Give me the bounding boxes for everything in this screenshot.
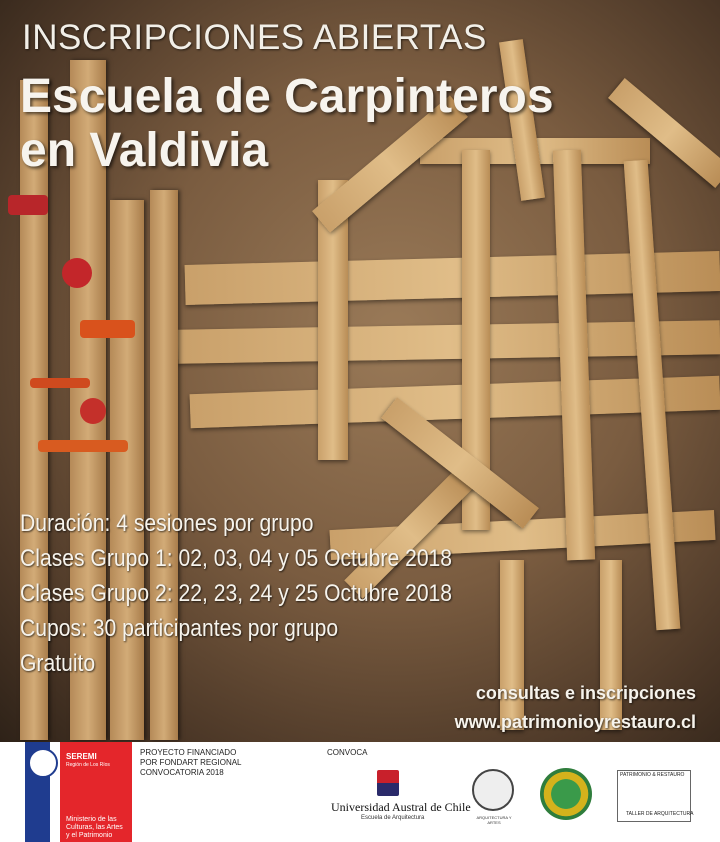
chile-crest-icon <box>28 748 58 778</box>
uach-name: Universidad Austral de Chile <box>331 800 471 814</box>
saw-icon <box>30 378 90 388</box>
funding-line-3: CONVOCATORIA 2018 <box>140 768 224 777</box>
municipal-seal-icon <box>540 768 592 820</box>
uach-school: Escuela de Arquitectura <box>361 815 425 821</box>
funding-note <box>140 748 242 778</box>
title-line-1: Escuela de Carpinteros <box>20 70 554 123</box>
architecture-caption: ARQUITECTURA Y ARTES <box>476 815 512 825</box>
handsaw-icon <box>38 440 128 452</box>
registration-kicker: INSCRIPCIONES ABIERTAS <box>22 18 487 57</box>
website-link[interactable]: www.patrimonioyrestauro.cl <box>454 712 696 732</box>
funding-line-2: POR FONDART REGIONAL <box>140 758 242 767</box>
contact-label: consultas e inscripciones <box>475 683 696 703</box>
ministry-line-2: Culturas, las Artes <box>66 824 123 831</box>
sponsor-footer <box>0 742 720 842</box>
detail-group-2: Clases Grupo 2: 22, 23, 24 y 25 Octubre 2018 <box>20 580 453 607</box>
architecture-seal-icon <box>472 769 514 811</box>
power-tool-icon <box>80 320 135 338</box>
ministry-line-1: Ministerio de las <box>66 816 117 823</box>
seremi-region: Región de Los Ríos <box>66 762 110 768</box>
taller-bottom-text: TALLER DE ARQUITECTURA <box>626 811 694 817</box>
page-title <box>20 70 554 178</box>
title-line-2: en Valdivia <box>20 124 269 177</box>
seremi-name: SEREMI <box>66 752 97 761</box>
tape-measure-icon <box>80 398 106 424</box>
hard-hat-icon <box>62 258 92 288</box>
funding-line-1: PROYECTO FINANCIADO <box>140 748 237 757</box>
taller-top-text: PATRIMONIO & RESTAURO <box>620 772 685 778</box>
contact-block <box>455 679 696 737</box>
detail-duration: Duración: 4 sesiones por grupo <box>20 510 314 537</box>
detail-capacity: Cupos: 30 participantes por grupo <box>20 615 339 642</box>
ministry-line-3: y el Patrimonio <box>66 832 113 839</box>
detail-cost: Gratuito <box>20 650 96 677</box>
convoca-label: CONVOCA <box>327 748 368 757</box>
clamp-icon <box>8 195 48 215</box>
detail-group-1: Clases Grupo 1: 02, 03, 04 y 05 Octubre 2018 <box>20 545 453 572</box>
ministry-name <box>66 816 123 840</box>
event-details <box>20 506 452 681</box>
uach-shield-icon <box>377 770 399 796</box>
